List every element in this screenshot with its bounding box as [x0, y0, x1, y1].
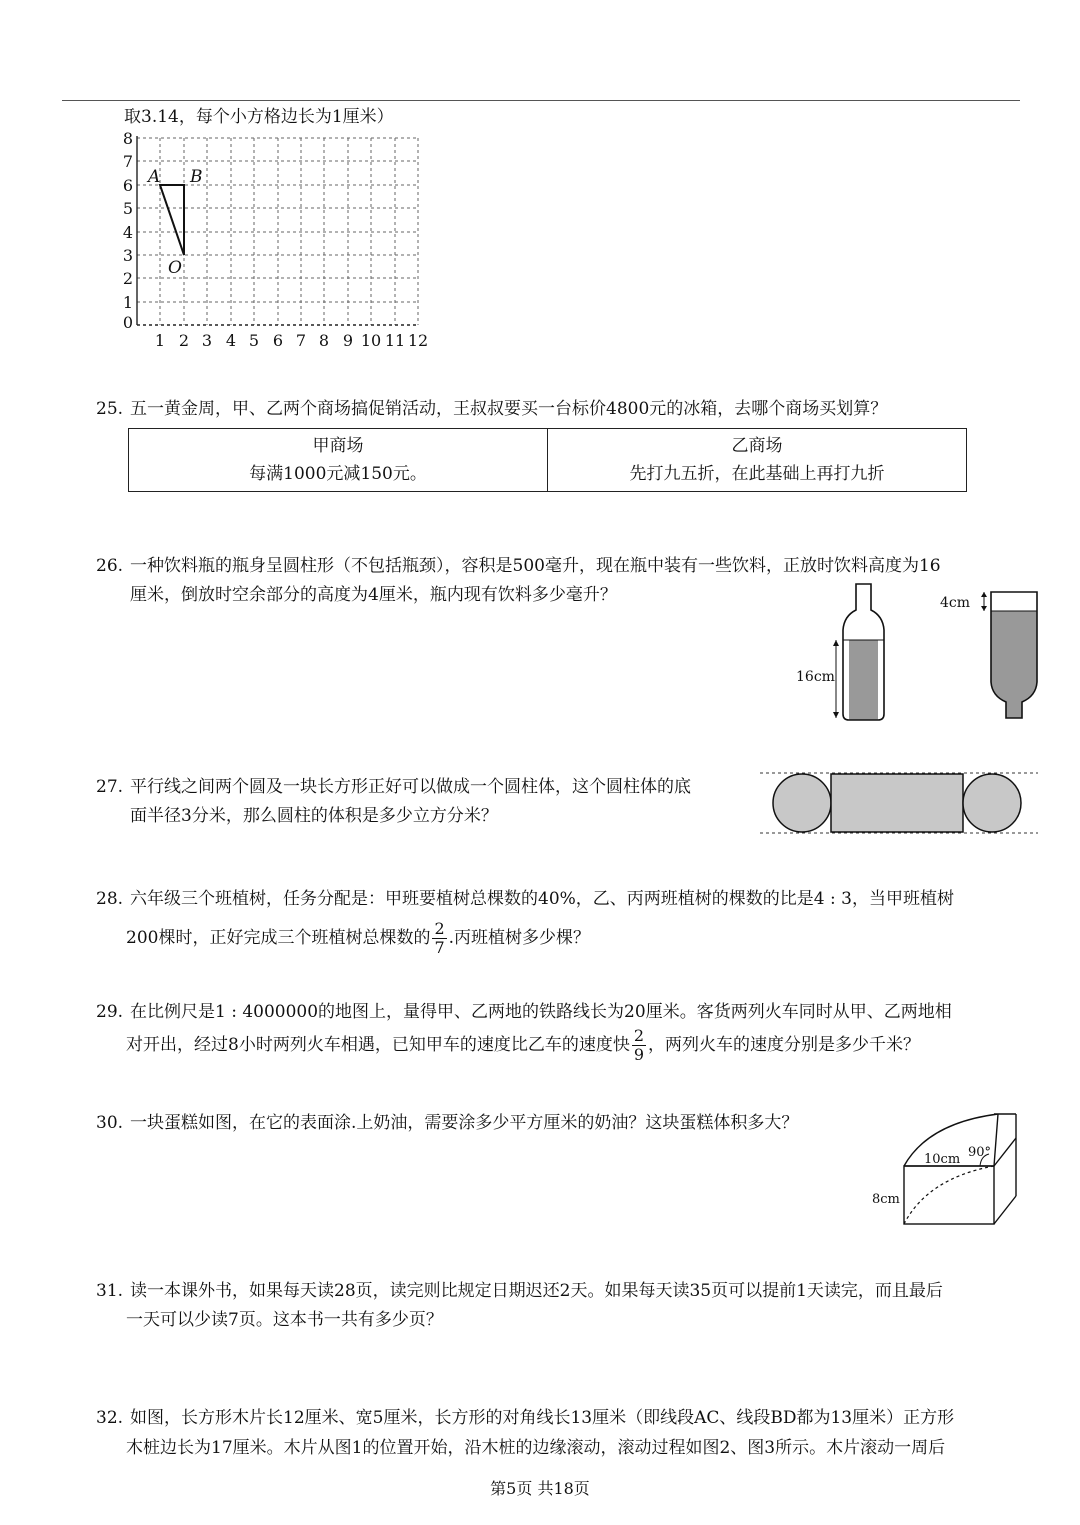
left-circle [773, 774, 831, 832]
question-number: 29. [96, 1002, 124, 1022]
question-26 [96, 551, 941, 581]
question-27-line2: 面半径3分米，那么圆柱的体积是多少立方分米？ [130, 806, 498, 826]
line2-text: 对开出，经过8小时两列火车相遇，已知甲车的速度比乙车的速度快 [126, 1035, 630, 1055]
store-a-name: 甲商场 [312, 436, 364, 456]
line2-text-end: .丙班植树多少棵？ [448, 928, 591, 948]
label-8cm: 8cm [872, 1192, 900, 1207]
question-text-line1: 读一本课外书，如果每天读28页，读完则比规定日期迟还2天。如果每天读35页可以提前1天读完，而且最后 [130, 1281, 943, 1301]
cake-figure [868, 1108, 1028, 1233]
x-tick: 8 [318, 331, 330, 350]
line2-text-end: ，两列火车的速度分别是多少千米？ [648, 1035, 921, 1055]
arrow-icon [833, 712, 839, 718]
point-b-label: B [190, 167, 203, 187]
page-footer: 第5页 共18页 [490, 1479, 590, 1498]
x-tick: 2 [178, 331, 190, 350]
question-number: 26. [96, 556, 124, 576]
x-tick: 9 [342, 331, 354, 350]
label-10cm: 10cm [924, 1152, 961, 1167]
cake-hidden-arc [904, 1166, 994, 1224]
y-tick: 2 [122, 269, 133, 288]
arrow-icon [833, 640, 839, 646]
question-25 [96, 394, 887, 424]
y-tick: 8 [122, 129, 133, 148]
x-tick: 7 [295, 331, 307, 350]
question-28 [96, 884, 954, 914]
question-text-line1: 平行线之间两个圆及一块长方形正好可以做成一个圆柱体，这个圆柱体的底 [130, 777, 691, 797]
y-tick: 3 [122, 246, 133, 265]
x-tick: 12 [407, 331, 429, 350]
question-31-line2: 一天可以少读7页。这本书一共有多少页？ [126, 1310, 443, 1330]
label-90: 90° [968, 1145, 992, 1160]
question-32-line2: 木桩边长为17厘米。木片从图1的位置开始，沿木桩的边缘滚动，滚动过程如图2、图3所示。木片滚动一周后 [126, 1438, 946, 1458]
arrow-icon [981, 592, 987, 597]
arrow-icon [981, 606, 987, 611]
question-number: 28. [96, 889, 124, 909]
label-16cm: 16cm [796, 669, 835, 685]
triangle-abo [160, 185, 184, 255]
label-4cm: 4cm [940, 595, 971, 611]
store-b-name: 乙商场 [731, 436, 783, 456]
store-a-cell [129, 429, 548, 492]
line2-text: 200棵时，正好完成三个班植树总棵数的 [126, 928, 431, 948]
question-text: 一块蛋糕如图，在它的表面涂.上奶油，需要涂多少平方厘米的奶油？这块蛋糕体积多大？ [130, 1113, 799, 1133]
x-tick: 6 [272, 331, 284, 350]
rectangle [831, 774, 963, 832]
question-text-line1: 六年级三个班植树，任务分配是：甲班要植树总棵数的40%，乙、丙两班植树的棵数的比是4 : 3，当甲班植树 [130, 889, 954, 909]
question-number: 32. [96, 1408, 124, 1428]
store-a-offer: 每满1000元减150元。 [249, 464, 427, 484]
y-tick: 1 [122, 293, 133, 312]
cake-top-radius [994, 1114, 998, 1166]
continued-line: 取3.14，每个小方格边长为1厘米） [124, 107, 394, 127]
y-tick: 6 [122, 176, 133, 195]
promo-table [128, 428, 967, 492]
point-a-label: A [148, 167, 161, 187]
question-27 [96, 772, 691, 802]
question-number: 31. [96, 1281, 124, 1301]
question-32 [96, 1403, 954, 1433]
cake-front-face [904, 1166, 994, 1224]
header-rule [62, 100, 1020, 101]
y-tick: 7 [122, 152, 133, 171]
fraction-2-7: $\frac{2}{7}$ [434, 919, 445, 957]
y-tick: 4 [122, 223, 133, 242]
x-tick: 10 [360, 331, 382, 350]
inverted-liquid [991, 611, 1037, 718]
upright-liquid [849, 640, 878, 720]
store-b-cell [548, 429, 967, 492]
coordinate-grid-figure [112, 128, 442, 353]
x-tick: 1 [154, 331, 166, 350]
question-number: 27. [96, 777, 124, 797]
question-29 [96, 997, 952, 1027]
x-tick: 11 [384, 331, 406, 350]
x-tick: 3 [201, 331, 213, 350]
right-circle [963, 774, 1021, 832]
y-tick: 0 [122, 313, 133, 332]
cake-bottom-side [994, 1196, 1016, 1224]
question-28-line2 [126, 918, 590, 958]
x-tick: 4 [225, 331, 237, 350]
question-30 [96, 1108, 798, 1138]
question-text-line1: 如图，长方形木片长12厘米、宽5厘米，长方形的对角线长13厘米（即线段AC、线段BD都为13厘米）正方形 [130, 1408, 955, 1428]
question-number: 30. [96, 1113, 124, 1133]
question-text-line1: 一种饮料瓶的瓶身呈圆柱形（不包括瓶颈），容积是500毫升，现在瓶中装有一些饮料，正放时饮料高度为16 [130, 556, 941, 576]
point-o-label: O [168, 258, 182, 278]
question-26-line2: 厘米，倒放时空余部分的高度为4厘米，瓶内现有饮料多少毫升？ [130, 585, 617, 605]
question-text-line1: 在比例尺是1 : 4000000的地图上，量得甲、乙两地的铁路线长为20厘米。客货两列火车同时从甲、乙两地相 [130, 1002, 952, 1022]
question-text: 五一黄金周，甲、乙两个商场搞促销活动，王叔叔要买一台标价4800元的冰箱，去哪个商场买划算？ [130, 399, 888, 419]
question-29-line2 [126, 1025, 920, 1065]
question-number: 25. [96, 399, 124, 419]
cake-top-side [994, 1138, 1016, 1166]
bottle-figure [790, 578, 1050, 723]
fraction-2-9: $\frac{2}{9}$ [633, 1026, 645, 1064]
store-b-offer: 先打九五折，在此基础上再打九折 [629, 464, 885, 484]
x-tick: 5 [248, 331, 260, 350]
cylinder-net-figure [760, 768, 1040, 840]
y-tick: 5 [122, 199, 133, 218]
grid-lines [137, 138, 418, 325]
question-31 [96, 1276, 943, 1306]
